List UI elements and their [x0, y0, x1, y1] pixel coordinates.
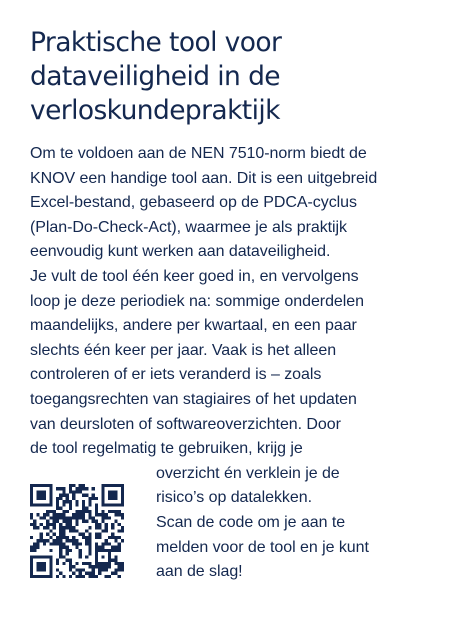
paragraph-usage-continued: [156, 462, 369, 511]
body-line: Excel-bestand, gebaseerd op de PDCA-cyclus: [30, 194, 357, 212]
article: [30, 26, 430, 582]
body-line: (Plan-Do-Check-Act), waarmee je als praktijk: [30, 218, 348, 236]
body-line: toegangsrechten van stagiaires of het updaten: [30, 390, 357, 408]
body-line: slechts één keer per jaar. Vaak is het alleen: [30, 341, 337, 359]
body-line: eenvoudig kunt werken aan dataveiligheid.: [30, 243, 331, 261]
title-line: Praktische tool voor: [30, 27, 282, 58]
paragraph-usage: [30, 265, 430, 462]
body-line: Je vult de tool één keer goed in, en vervolgens: [30, 267, 359, 285]
body-line: de tool regelmatig te gebruiken, krijg je: [30, 440, 303, 458]
body-line: KNOV een handige tool aan. Dit is een uitgebreid: [30, 169, 378, 187]
qr-section: [30, 462, 430, 582]
article-title: [30, 26, 430, 128]
title-line: verloskundepraktijk: [30, 95, 280, 126]
qr-code-icon[interactable]: [30, 484, 124, 578]
body-line: van deursloten of softwareoverzichten. Door: [30, 415, 341, 433]
body-line: loop je deze periodiek na: sommige onderdelen: [30, 292, 364, 310]
body-line: controleren of er iets veranderd is – zoals: [30, 366, 322, 384]
article-body: [30, 142, 430, 582]
paragraph-intro: [30, 142, 430, 265]
body-line: aan de slag!: [156, 563, 243, 581]
body-line: overzicht én verklein je de: [156, 464, 340, 482]
body-line: Om te voldoen aan de NEN 7510-norm biedt de: [30, 145, 367, 162]
body-line: melden voor de tool en je kunt: [156, 538, 369, 556]
paragraph-cta: [156, 511, 369, 585]
body-line: maandelijks, andere per kwartaal, en een paar: [30, 317, 357, 335]
title-line: dataveiligheid in de: [30, 61, 280, 92]
body-line: risico’s op datalekken.: [156, 489, 312, 507]
body-line: Scan de code om je aan te: [156, 513, 346, 531]
qr-section-text: [156, 462, 369, 585]
